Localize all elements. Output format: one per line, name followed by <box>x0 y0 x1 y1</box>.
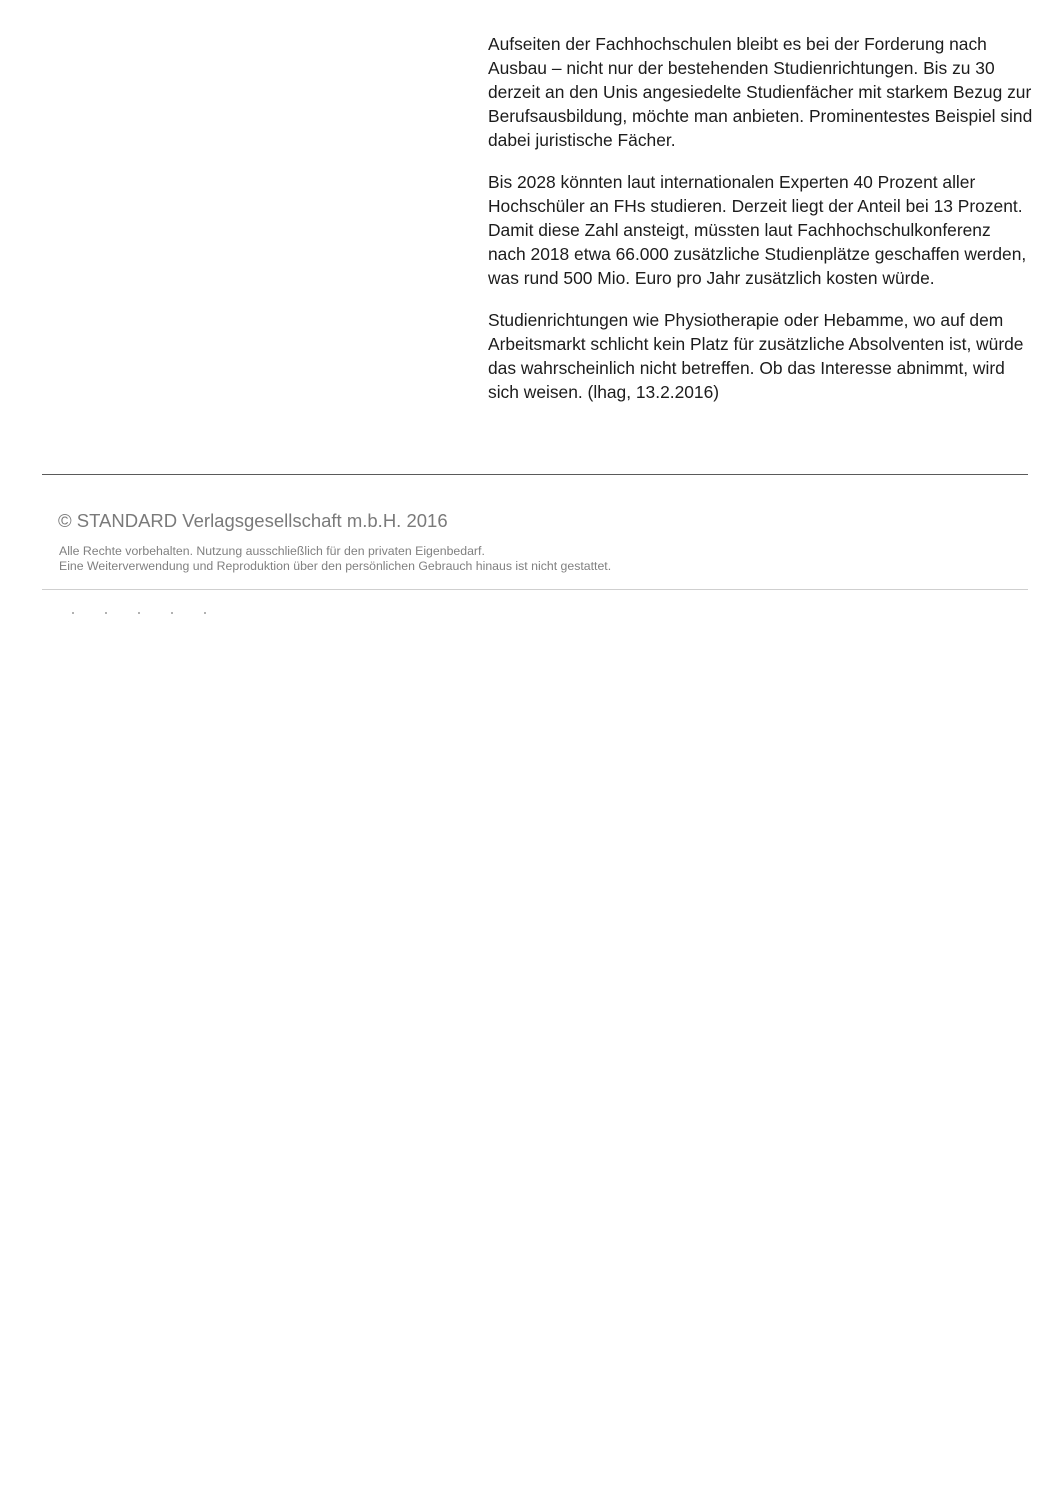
article-paragraph: Bis 2028 könnten laut internationalen Experten 40 Prozent aller Hochschüler an FHs studieren. Derzeit liegt der Anteil bei 13 Prozent. Damit diese Zahl ansteigt, müssten laut Fachhochschulkonferenz nach 2018 etwa 66.000 zusätzliche Studienplätze geschaffen werden, was rund 500 Mio. Euro pro Jahr zusätzlich kosten würde. <box>488 172 1027 288</box>
footer-bottom-divider <box>42 589 1028 590</box>
dot <box>138 612 140 614</box>
rights-line: Alle Rechte vorbehalten. Nutzung ausschließlich für den privaten Eigenbedarf. <box>59 544 485 558</box>
dot-separator <box>72 612 206 614</box>
dot <box>105 612 107 614</box>
dot <box>72 612 74 614</box>
dot <box>171 612 173 614</box>
rights-notice <box>59 544 611 573</box>
rights-line: Eine Weiterverwendung und Reproduktion über den persönlichen Gebrauch hinaus ist nicht gestattet. <box>59 558 612 573</box>
copyright-notice: © STANDARD Verlagsgesellschaft m.b.H. 2016 <box>58 510 448 531</box>
dot <box>204 612 206 614</box>
article-paragraph: Aufseiten der Fachhochschulen bleibt es bei der Forderung nach Ausbau – nicht nur der bestehenden Studienrichtungen. Bis zu 30 derzeit an den Unis angesiedelte Studienfächer mit starkem Bezug zur Berufsausbildung, möchte man anbieten. Prominentestes Beispiel sind dabei juristische Fächer. <box>488 34 1033 150</box>
footer-divider <box>42 474 1028 475</box>
article-body <box>488 32 1033 422</box>
article-paragraph: Studienrichtungen wie Physiotherapie oder Hebamme, wo auf dem Arbeitsmarkt schlicht kein Platz für zusätzliche Absolventen ist, würde das wahrscheinlich nicht betreffen. Ob das Interesse abnimmt, wird sich weisen. (lhag, 13.2.2016) <box>488 310 1024 402</box>
